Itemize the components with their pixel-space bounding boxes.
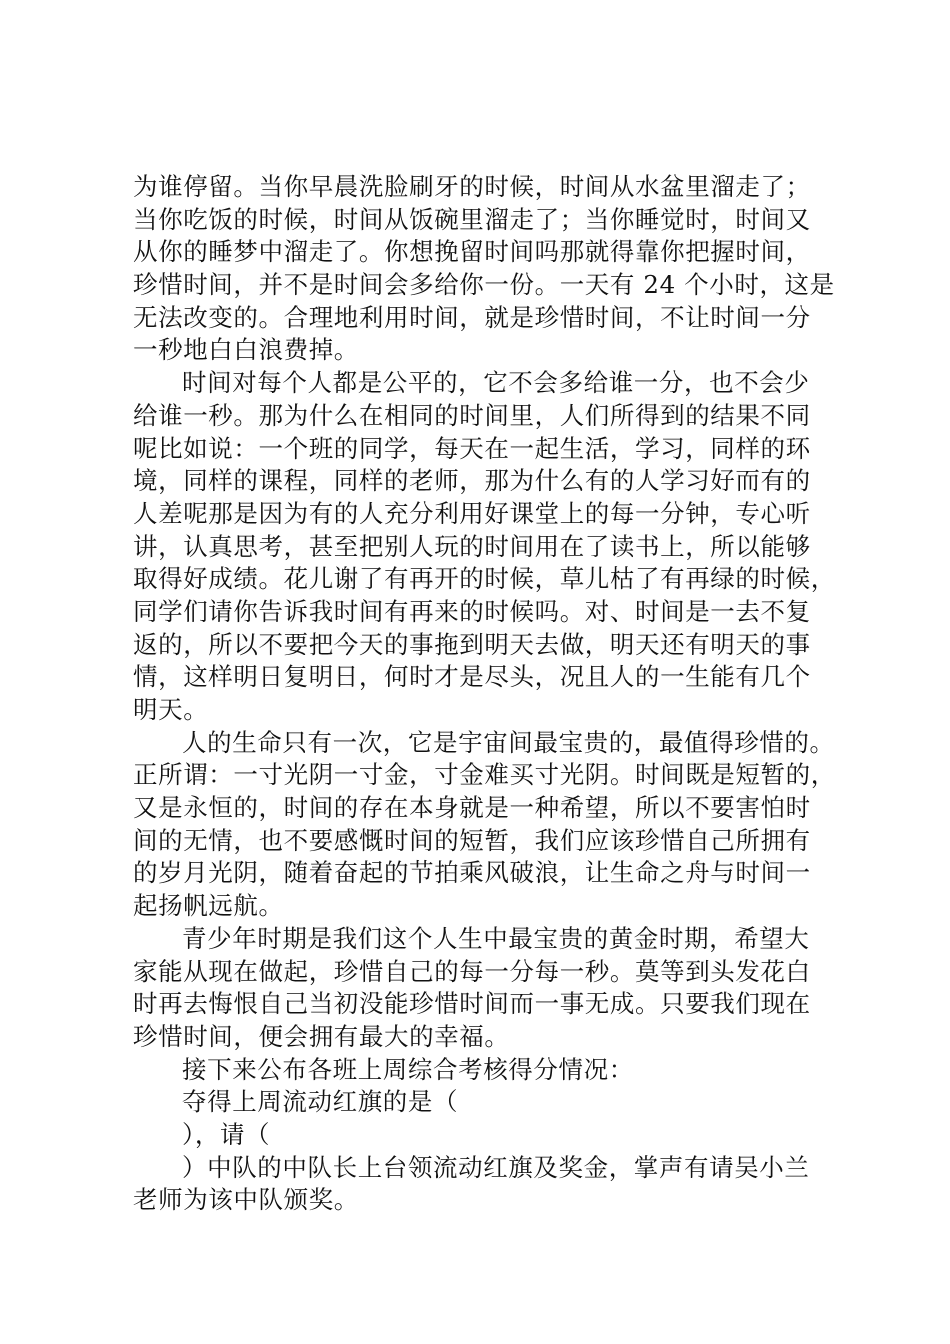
text-line: 境，同样的课程，同样的老师，那为什么有的人学习好而有的 [133, 466, 811, 496]
text-line: 为谁停留。当你早晨洗脸刷牙的时候，时间从水盆里溜走了； [133, 172, 811, 201]
text-line: 情，这样明日复明日，何时才是尽头，况且人的一生能有几个 [133, 662, 811, 692]
body-text [133, 171, 853, 1217]
text-line: 一秒地白白浪费掉。 [133, 335, 359, 365]
text-line: 人的生命只有一次，它是宇宙间最宝贵的，最值得珍惜的。 [182, 727, 835, 757]
text-line: 无法改变的。合理地利用时间，就是珍惜时间，不让时间一分 [133, 302, 811, 332]
text-line: ）中队的中队长上台领流动红旗及奖金，掌声有请吴小兰 [182, 1152, 810, 1182]
text-line: 的岁月光阴，随着奋起的节拍乘风破浪，让生命之舟与时间一 [133, 858, 811, 888]
text-line: 同学们请你告诉我时间有再来的时候吗。对、时间是一去不复 [133, 596, 811, 626]
text-line: 返的，所以不要把今天的事拖到明天去做，明天还有明天的事 [133, 629, 811, 659]
text-line: 又是永恒的，时间的存在本身就是一种希望，所以不要害怕时 [133, 793, 811, 823]
text-line: 珍惜时间，并不是时间会多给你一份。一天有 24 个小时，这是 [133, 270, 835, 300]
text-line: 给谁一秒。那为什么在相同的时间里，人们所得到的结果不同 [133, 400, 811, 430]
text-line: 青少年时期是我们这个人生中最宝贵的黄金时期，希望大 [182, 923, 810, 953]
text-line: 讲，认真思考，甚至把别人玩的时间用在了读书上，所以能够 [133, 531, 811, 561]
text-line: 家能从现在做起，珍惜自己的每一分每一秒。莫等到头发花白 [133, 956, 811, 986]
text-line: 夺得上周流动红旗的是（ [182, 1087, 459, 1117]
text-line: 人差呢那是因为有的人充分利用好课堂上的每一分钟，专心听 [133, 498, 811, 528]
text-line: ），请（ [182, 1119, 271, 1149]
text-line: 老师为该中队颁奖。 [133, 1185, 359, 1215]
text-line: 起扬帆远航。 [133, 891, 284, 921]
text-line: 当你吃饭的时候，时间从饭碗里溜走了；当你睡觉时，时间又 [133, 204, 811, 234]
text-line: 取得好成绩。花儿谢了有再开的时候，草儿枯了有再绿的时候， [133, 564, 836, 594]
text-line: 从你的睡梦中溜走了。你想挽留时间吗那就得靠你把握时间， [133, 237, 811, 267]
text-line: 接下来公布各班上周综合考核得分情况： [182, 1054, 634, 1084]
text-line: 时间对每个人都是公平的，它不会多给谁一分，也不会少 [182, 368, 810, 398]
text-line: 时再去悔恨自己当初没能珍惜时间而一事无成。只要我们现在 [133, 989, 811, 1019]
text-line: 明天。 [133, 695, 209, 724]
text-line: 呢比如说：一个班的同学，每天在一起生活，学习，同样的环 [133, 433, 811, 463]
text-line: 间的无情，也不要感慨时间的短暂，我们应该珍惜自己所拥有 [133, 825, 811, 855]
text-line: 正所谓：一寸光阴一寸金，寸金难买寸光阴。时间既是短暂的， [133, 760, 836, 790]
text-line: 珍惜时间，便会拥有最大的幸福。 [133, 1021, 510, 1051]
